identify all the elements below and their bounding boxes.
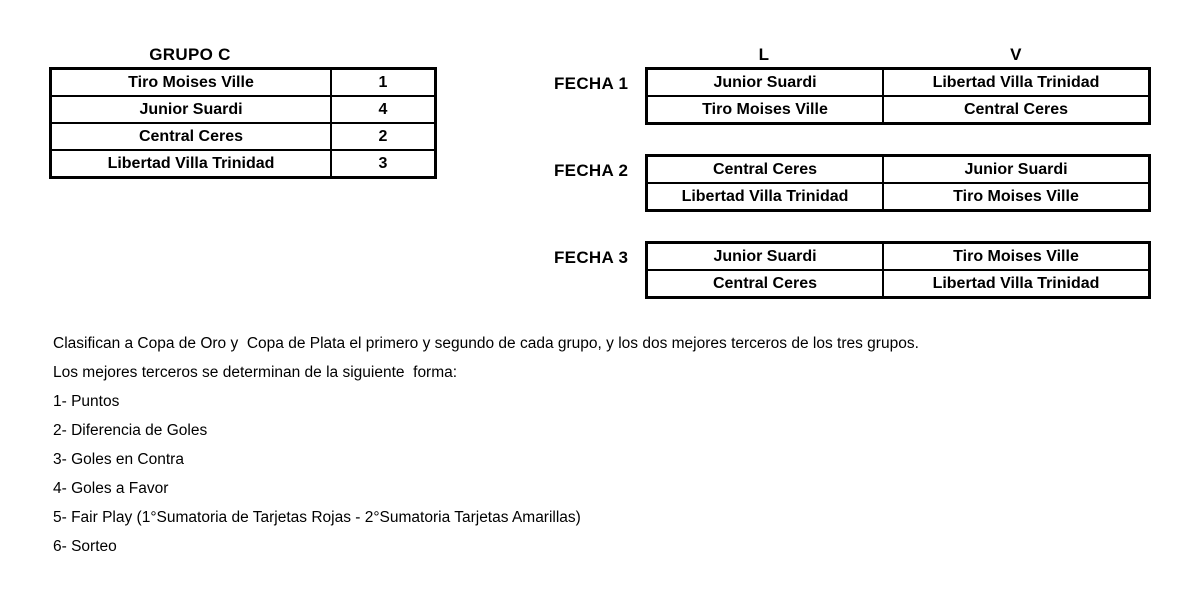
round-1-fixtures: [645, 67, 1151, 125]
round-label: FECHA 1: [554, 74, 629, 93]
team-name: Tiro Moises Ville: [51, 69, 332, 97]
round-3-fixtures: [645, 241, 1151, 299]
team-name: Junior Suardi: [51, 96, 332, 123]
away-team: Tiro Moises Ville: [883, 243, 1150, 271]
match-row: [647, 69, 1150, 97]
criteria-item: 5- Fair Play (1°Sumatoria de Tarjetas Rojas - 2°Sumatoria Tarjetas Amarillas): [53, 509, 581, 526]
away-team: Central Ceres: [883, 96, 1150, 124]
criteria-item: 1- Puntos: [53, 393, 120, 410]
table-row: [51, 150, 436, 178]
criteria-item: 4- Goles a Favor: [53, 480, 169, 497]
group-standings-table: [49, 67, 437, 179]
criteria-item: 2- Diferencia de Goles: [53, 422, 208, 439]
round-2-fixtures: [645, 154, 1151, 212]
match-row: [647, 270, 1150, 298]
team-position: 4: [331, 96, 436, 123]
notes-intro: Clasifican a Copa de Oro y Copa de Plata el primero y segundo de cada grupo, y los dos mejores terceros de los tres grupos.: [53, 335, 919, 352]
home-column-header: L: [758, 45, 770, 64]
match-row: [647, 156, 1150, 184]
group-title: GRUPO C: [149, 45, 231, 64]
match-row: [647, 243, 1150, 271]
away-column-header: V: [1010, 45, 1022, 64]
home-team: Tiro Moises Ville: [647, 96, 884, 124]
home-team: Junior Suardi: [647, 69, 884, 97]
table-row: [51, 96, 436, 123]
away-team: Libertad Villa Trinidad: [883, 69, 1150, 97]
home-team: Central Ceres: [647, 270, 884, 298]
criteria-item: 3- Goles en Contra: [53, 451, 184, 468]
round-label: FECHA 3: [554, 248, 629, 267]
team-position: 3: [331, 150, 436, 178]
criteria-item: 6- Sorteo: [53, 538, 117, 555]
match-row: [647, 96, 1150, 124]
away-team: Junior Suardi: [883, 156, 1150, 184]
criteria-intro: Los mejores terceros se determinan de la siguiente forma:: [53, 364, 458, 381]
match-row: [647, 183, 1150, 211]
home-team: Junior Suardi: [647, 243, 884, 271]
table-row: [51, 69, 436, 97]
table-row: [51, 123, 436, 150]
classification-notes: [53, 333, 919, 565]
away-team: Tiro Moises Ville: [883, 183, 1150, 211]
team-position: 1: [331, 69, 436, 97]
team-position: 2: [331, 123, 436, 150]
team-name: Central Ceres: [51, 123, 332, 150]
home-team: Central Ceres: [647, 156, 884, 184]
home-team: Libertad Villa Trinidad: [647, 183, 884, 211]
round-label: FECHA 2: [554, 161, 629, 180]
team-name: Libertad Villa Trinidad: [51, 150, 332, 178]
away-team: Libertad Villa Trinidad: [883, 270, 1150, 298]
